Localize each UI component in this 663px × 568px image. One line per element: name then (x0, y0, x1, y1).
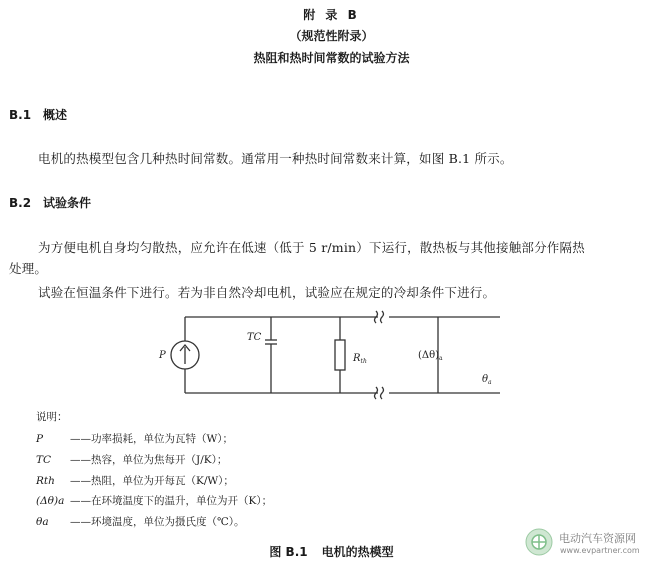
watermark-url: www.evpartner.com (560, 546, 640, 555)
legend-item (36, 514, 245, 529)
legend-symbol: TC (36, 454, 52, 466)
legend-description: ——热容，单位为焦每开（J/K）； (70, 454, 228, 466)
resistor-label: $R_{th}$ (353, 353, 367, 365)
break-mark (381, 311, 384, 323)
legend-item (36, 431, 233, 446)
resistor-symbol (335, 340, 345, 370)
appendix-title: 附 录 B (303, 8, 360, 22)
paragraph: 电机的热模型包含几种热时间常数。通常用一种热时间常数来计算，如图 B.1 所示。 (38, 151, 513, 166)
appendix-subject: 热阻和热时间常数的试验方法 (253, 51, 410, 65)
legend-symbol: (Δθ)a (36, 495, 65, 507)
paragraph-continuation: 处理。 (9, 261, 48, 276)
legend-description: ——环境温度，单位为摄氏度（℃）。 (70, 516, 245, 528)
section-number: B.2 (9, 196, 32, 210)
capacitor-label: TC (247, 332, 262, 343)
legend-description: ——功率损耗，单位为瓦特（W）； (70, 433, 234, 445)
figure-number: 图 B.1 (269, 545, 308, 559)
paragraph: 试验在恒温条件下进行。若为非自然冷却电机，试验应在规定的冷却条件下进行。 (38, 285, 496, 300)
legend-item (36, 452, 227, 467)
ambient-temperature-label: $\theta_a$ (482, 374, 492, 386)
legend-title: 说明： (36, 411, 68, 423)
section-title: 试验条件 (43, 196, 92, 210)
legend-symbol: P (36, 433, 44, 445)
legend-symbol: θa (36, 516, 49, 528)
break-mark (381, 387, 384, 399)
figure-title: 电机的热模型 (321, 545, 394, 559)
section-title: 概述 (43, 108, 68, 122)
legend-symbol: Rth (36, 475, 55, 487)
watermark-logo-icon (524, 527, 554, 557)
section-number: B.1 (9, 108, 32, 122)
legend-description: ——热阻，单位为开每瓦（K/W）； (70, 475, 234, 487)
legend-item (36, 473, 234, 488)
appendix-type: （规范性附录） (289, 29, 374, 43)
source-label: P (159, 350, 166, 361)
temperature-rise-label: $(\Delta\theta)_a$ (418, 350, 443, 362)
watermark-name: 电动汽车资源网 (559, 532, 636, 545)
legend-description: ——在环境温度下的温升，单位为开（K）； (70, 495, 273, 507)
paragraph: 为方便电机自身均匀散热，应允许在低速（低于 5 r/min）下运行，散热板与其他接触部分作隔热 (38, 240, 585, 255)
legend-item (36, 493, 272, 508)
